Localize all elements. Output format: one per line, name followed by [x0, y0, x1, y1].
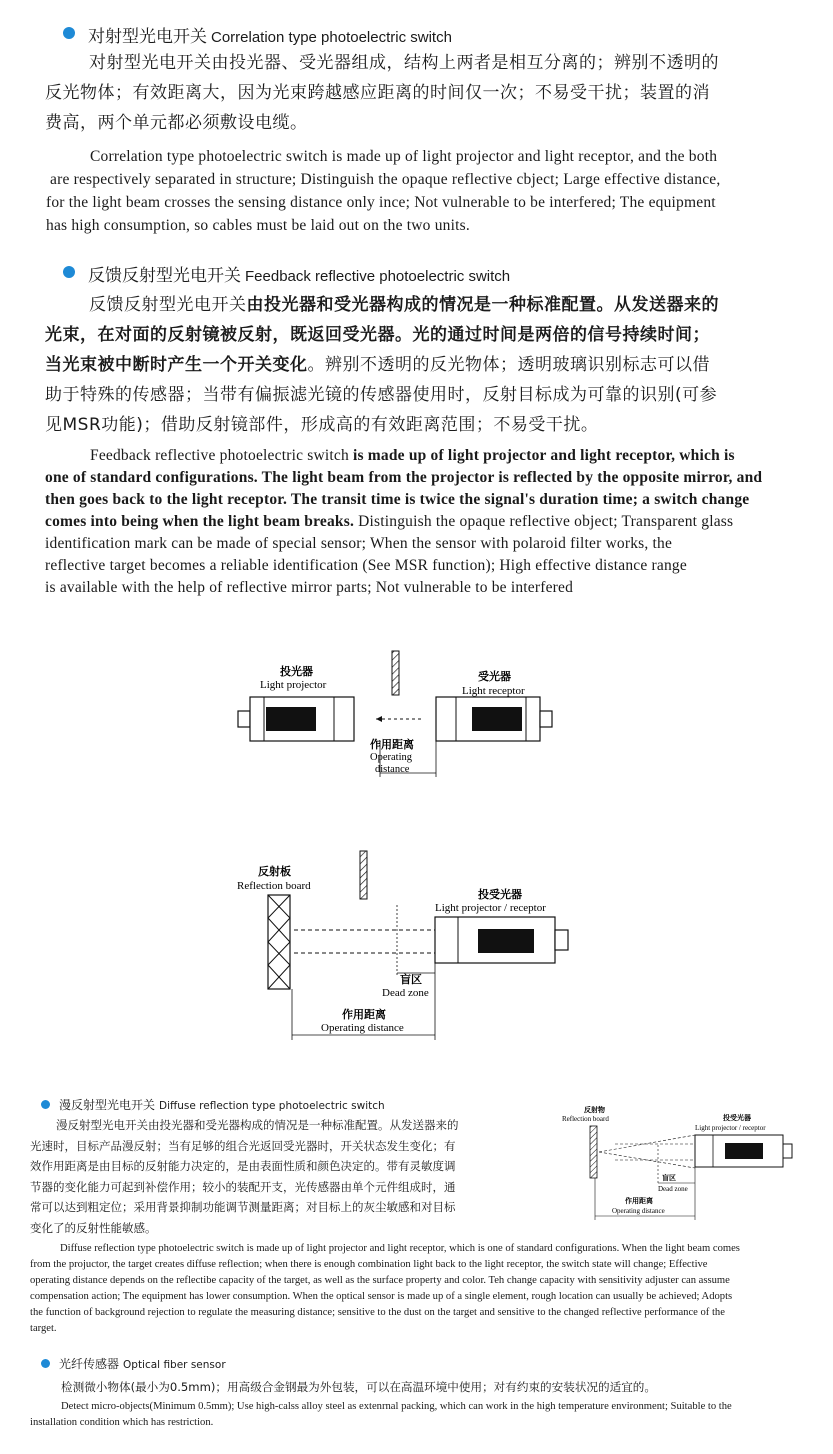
text-line: 光束，在对面的反射镜被反射，既返回受光器。光的通过时间是两倍的信号持续时间； — [45, 325, 710, 345]
device-lens — [783, 1144, 792, 1158]
text-line: installation condition which has restriction. — [30, 1417, 214, 1428]
diffuse-cn-paragraph — [30, 1115, 530, 1238]
reflection-object — [590, 1126, 597, 1178]
text-line: are respectively separated in structure; Distinguish the opaque reflective cbject; Large effective distance, — [50, 171, 721, 188]
device-element — [478, 929, 534, 953]
projector-element — [266, 707, 316, 731]
text-line: the function of background rejection to regulate the measuring distance; sensitive to the dust on the target and sensitive to the changed reflective performance of the — [30, 1307, 725, 1318]
device-element — [725, 1143, 763, 1159]
text-line: 常可以达到粗定位；采用背景抑制功能调节测量距离；对目标上的灰尘敏感和对目标 — [30, 1200, 456, 1214]
distance-label-en: distance — [375, 764, 410, 775]
text-line: identification mark can be made of special sensor; When the sensor with polaroid filter works, the — [45, 535, 673, 552]
text-line: then goes back to the light receptor. The transit time is twice the signal's duration time; a switch change — [45, 491, 750, 508]
text-line: from the projuctor, the target creates diffuse reflection; when there is enough combination light back to the light receptor, the switch state will change; Effective — [30, 1259, 708, 1270]
text-line: has high consumption, so cables must be laid out on the two units. — [46, 217, 470, 234]
dead-zone-en: Dead zone — [382, 987, 429, 999]
text-span: Feedback reflective photoelectric switch — [90, 447, 349, 464]
section-title-feedback — [88, 261, 510, 286]
board-label-en: Reflection board — [237, 880, 311, 892]
text-line: Detect micro-objects(Minimum 0.5mm); Use high-calss alloy steel as extenrnal packing, which can work in the high temperature environment; Suitable to the — [61, 1401, 732, 1412]
correlation-en-paragraph — [46, 145, 816, 237]
text-line: 光速时，目标产品漫反射；当有足够的组合光返回受光器时，开关状态发生变化；有 — [30, 1138, 456, 1153]
text-line: for the light beam crosses the sensing distance only ince; Not vulnerable to be interfered; The equipment — [46, 194, 716, 211]
text-line: 助于特殊的传感器；当带有偏振滤光镜的传感器使用时，反射目标成为可靠的识别(可参 — [45, 385, 718, 405]
text-line: one of standard configurations. The light beam from the projector is reflected by the opposite mirror, and — [45, 469, 763, 486]
text-line: Correlation type photoelectric switch is made up of light projector and light receptor, and the both — [90, 148, 718, 165]
text-line: 见MSR功能)；借助反射镜部件，形成高的有效距离范围；不易受干扰。 — [45, 415, 599, 435]
title-cn: 漫反射型光电开关 — [59, 1098, 156, 1112]
title-cn: 反馈反射型光电开关 — [88, 266, 241, 286]
text-line: 反光物体；有效距离大，因为光束跨越感应距离的时间仅一次；不易受干扰；装置的消 — [45, 83, 710, 103]
diffuse-diagram — [555, 1100, 805, 1225]
reflection-board — [268, 895, 290, 989]
text-line — [45, 445, 820, 467]
text-line — [45, 511, 820, 533]
beam-arrow-icon — [376, 716, 382, 722]
text-line: compensation action; The equipment has lower consumption. When the optical sensor is made up of a single element, rough location can usually be achieved; Adopts — [30, 1291, 733, 1302]
text-span: 。辨别不透明的反光物体；透明玻璃识别标志可以借 — [307, 355, 710, 375]
title-en: Correlation type photoelectric switch — [211, 29, 452, 46]
section-bullet-icon — [41, 1359, 50, 1368]
fiber-cn-line: 检测微小物体(最小为0.5mm)；用高级合金钢最为外包装，可以在高温环境中使用；对有约束的安装状况的适宜的。 — [61, 1380, 656, 1394]
text-line: 费高，两个单元都必须敷设电缆。 — [45, 113, 308, 133]
distance-label-cn: 作用距离 — [342, 1008, 386, 1021]
text-span: comes into being when the light beam breaks. — [45, 513, 355, 530]
diffuse-en-paragraph — [30, 1241, 830, 1337]
text-span: 反馈反射型光电开关 — [89, 295, 247, 315]
section-bullet-icon — [63, 266, 75, 278]
text-line: 对射型光电开关由投光器、受光器组成，结构上两者是相互分离的；辨别不透明的 — [89, 53, 719, 73]
text-line: 效作用距离是由目标的反射能力决定的，是由表面性质和颜色决定的。带有灵敏度调 — [30, 1159, 456, 1173]
device-label-cn: 投受光器 — [478, 888, 522, 901]
text-line — [45, 290, 815, 320]
board-label-cn: 反射板 — [258, 865, 291, 878]
text-span: is made up of light projector and light receptor, which is — [348, 447, 735, 464]
projector-lens — [238, 711, 250, 727]
text-line: 变化了的反射性能敏感。 — [30, 1220, 157, 1235]
section-bullet-icon — [63, 27, 75, 39]
projector-label-en: Light projector — [260, 679, 327, 691]
section-title-fiber — [59, 1355, 226, 1373]
obstacle-hatch — [360, 851, 367, 899]
section-title-correlation — [88, 22, 452, 47]
receptor-label-cn: 受光器 — [478, 670, 511, 683]
text-line: Diffuse reflection type photoelectric switch is made up of light projector and light receptor, which is one of standard configurations. When the light beam comes — [60, 1243, 740, 1254]
device-label-en: Light projector / receptor — [435, 902, 546, 914]
correlation-cn-paragraph — [45, 48, 805, 138]
distance-label-en: Operating distance — [612, 1207, 665, 1215]
text-line: 节器的变化能力可起到补偿作用；较小的装配开支，光传感器由单个元件组成时，通 — [30, 1179, 456, 1194]
text-line: reflective target becomes a reliable identification (See MSR function); High effective distance range — [45, 557, 687, 574]
dead-zone-cn: 盲区 — [662, 1174, 676, 1182]
light-beam — [599, 1135, 695, 1152]
fiber-en-paragraph — [30, 1399, 830, 1431]
text-line: target. — [30, 1323, 57, 1334]
object-label-cn: 反射物 — [584, 1106, 605, 1114]
distance-label-cn: 作用距离 — [625, 1197, 653, 1205]
text-line — [45, 350, 815, 380]
text-span: 由投光器和受光器构成的情况是一种标准配置。从发送器来的 — [246, 295, 719, 315]
title-cn: 对射型光电开关 — [88, 27, 207, 47]
object-label-en: Reflection board — [562, 1115, 609, 1123]
distance-label-en: Operating — [370, 752, 412, 763]
device-lens — [555, 930, 568, 950]
distance-label-cn: 作用距离 — [370, 738, 414, 751]
text-line: 漫反射型光电开关由投光器和受光器构成的情况是一种标准配置。从发送器来的 — [56, 1118, 459, 1132]
text-line: is available with the help of reflective mirror parts; Not vulnerable to be interfered — [45, 579, 574, 596]
title-en: Diffuse reflection type photoelectric switch — [159, 1100, 385, 1112]
section-bullet-icon — [41, 1100, 50, 1109]
device-label-en: Light projector / receptor — [695, 1124, 766, 1132]
feedback-cn-paragraph — [45, 290, 815, 440]
feedback-en-paragraph — [45, 445, 820, 599]
dead-zone-en: Dead zone — [658, 1185, 688, 1193]
title-en: Optical fiber sensor — [123, 1359, 226, 1371]
text-span: Distinguish the opaque reflective object; Transparent glass — [354, 513, 734, 530]
distance-label-en: Operating distance — [321, 1022, 404, 1034]
receptor-lens — [540, 711, 552, 727]
dead-zone-cn: 盲区 — [400, 973, 422, 986]
feedback-diagram — [230, 845, 590, 1045]
title-cn: 光纤传感器 — [59, 1357, 120, 1371]
title-en: Feedback reflective photoelectric switch — [245, 268, 511, 285]
projector-label-cn: 投光器 — [280, 665, 313, 678]
receptor-element — [472, 707, 522, 731]
device-label-cn: 投受光器 — [723, 1114, 751, 1122]
obstacle-hatch — [392, 651, 399, 695]
text-span: 当光束被中断时产生一个开关变化 — [45, 355, 308, 375]
correlation-diagram — [230, 645, 570, 785]
section-title-diffuse — [59, 1096, 385, 1114]
receptor-label-en: Light receptor — [462, 685, 525, 697]
text-line: operating distance depends on the reflectibe capacity of the target, as well as the surface property and color. Teh change capacity with sensitivity adjuster can assume — [30, 1275, 730, 1286]
